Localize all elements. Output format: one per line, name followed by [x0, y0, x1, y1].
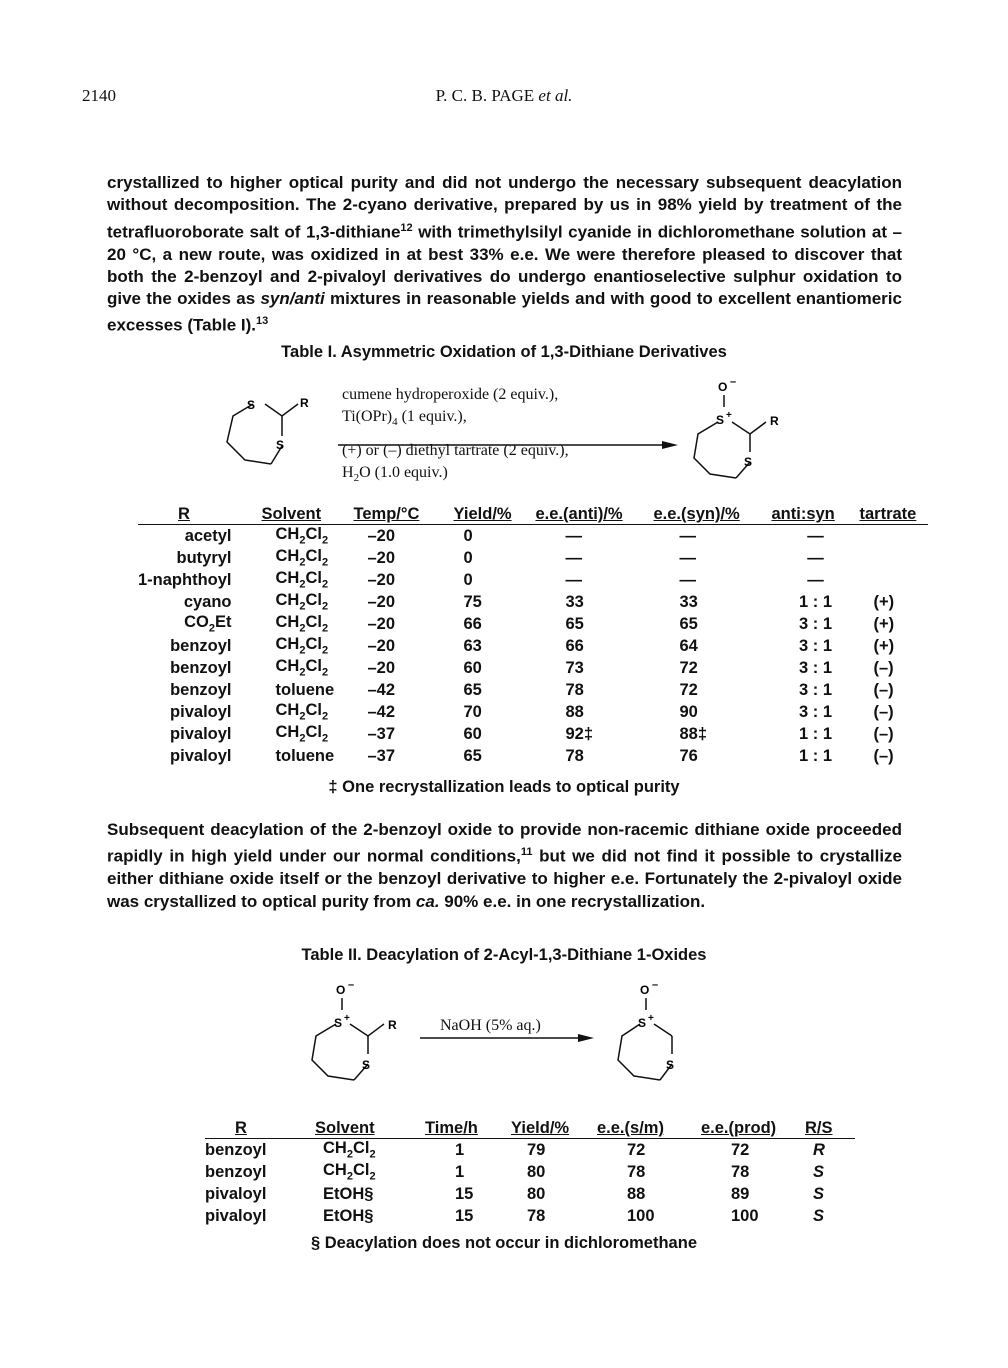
table1-cell: $CH_2Cl_2$ [275, 657, 329, 679]
table2-cell: $CH_2Cl_2$ [323, 1139, 376, 1161]
table1-cell: 1 : 1 [798, 746, 833, 765]
table1-cell: pivaloyl [170, 746, 232, 765]
col2-ee-prod: e.e.(prod) [701, 1119, 777, 1137]
table1-reagents-above: cumene hydroperoxide (2 equiv.), $Ti(OPr)_4$ (1 equiv.), [342, 386, 559, 429]
table1-cell: 78 [565, 680, 584, 699]
table1-cell: — [679, 570, 696, 589]
table2-footnote: § Deacylation does not occur in dichloromethane [311, 1234, 697, 1252]
table1-row [138, 657, 928, 679]
table1-cell: 65 [565, 614, 584, 633]
sm-S-charge: + [344, 1013, 350, 1024]
table1-data [138, 500, 928, 767]
table1-cell: $CH_2Cl_2$ [275, 723, 329, 745]
running-title-etal: et al. [538, 86, 573, 105]
dithiane-reactant-structure [227, 404, 298, 464]
table1-cell: 76 [679, 746, 698, 765]
table1-cell: — [807, 526, 824, 545]
table1-cell: cyano [183, 592, 232, 611]
table1-cell: 1 : 1 [798, 592, 833, 611]
table2-cell: R [813, 1140, 825, 1159]
table2-cell: 72 [627, 1140, 646, 1159]
table1-cell: –42 [367, 680, 396, 699]
table1-cell: 1 : 1 [798, 724, 833, 743]
table1-cell: –20 [367, 658, 396, 677]
prod-S3-label: S [666, 1058, 675, 1072]
table1-cell: 60 [463, 724, 482, 743]
table1-cell: benzoyl [170, 658, 232, 677]
table1-row [138, 745, 928, 767]
table1-cell: –37 [367, 746, 396, 765]
table1-cell: 65 [463, 680, 482, 699]
table2-cell: 80 [527, 1162, 546, 1181]
table1-cell: 88‡ [679, 724, 708, 743]
table1-cell: benzoyl [170, 680, 232, 699]
table1-cell: 88 [565, 702, 584, 721]
table1-cell: $CH_2Cl_2$ [275, 525, 329, 547]
reactant-S3-label: S [276, 438, 285, 452]
table1-cell: $CH_2Cl_2$ [275, 701, 329, 723]
col-anti-syn: anti:syn [771, 505, 835, 523]
table1-row [138, 591, 928, 613]
col-ee-syn: e.e.(syn)/% [653, 505, 740, 523]
table2-cell: 78 [627, 1162, 646, 1181]
table2-cell: EtOH§ [323, 1184, 374, 1203]
table2-row [205, 1161, 855, 1183]
table2-scheme [300, 982, 720, 1092]
table2-caption: Table II. Deacylation of 2-Acyl-1,3-Dithiane 1-Oxides [301, 946, 707, 964]
col-r: R [178, 505, 190, 523]
table1-cell: (+) [873, 636, 895, 655]
table1-cell: 1-naphthoyl [138, 570, 232, 589]
table1-cell: $CH_2Cl_2$ [275, 591, 329, 613]
table2-cell: 79 [527, 1140, 546, 1159]
product-S3-label: S [744, 455, 753, 469]
sm-O-charge: – [348, 982, 355, 991]
table1-cell: (–) [873, 724, 894, 743]
table2-cell: 80 [527, 1184, 546, 1203]
table1-cell: (–) [873, 680, 894, 699]
table2-cell: S [813, 1206, 825, 1225]
product-O-charge: – [730, 378, 737, 388]
table1-cell: butyryl [176, 548, 232, 567]
table1-cell: 72 [679, 658, 698, 677]
table2-row [205, 1139, 855, 1162]
table2-cell: EtOH§ [323, 1206, 374, 1225]
col-yield: Yield/% [453, 505, 512, 523]
running-title [0, 86, 1008, 106]
table1-cell: (–) [873, 702, 894, 721]
table1-cell: –37 [367, 724, 396, 743]
table1-cell: 33 [565, 592, 584, 611]
table1-cell: 72 [679, 680, 698, 699]
product-S1-label: S [716, 413, 725, 427]
col-temp: Temp/°C [353, 505, 420, 523]
table1-reagents-below: (+) or (–) diethyl tartrate (2 equiv.), $H_2O$ (1.0 equiv.) [342, 442, 569, 485]
table1-cell: –20 [367, 614, 396, 633]
table1-cell: — [565, 526, 582, 545]
table1-cell: $CH_2Cl_2$ [275, 635, 329, 657]
table1-cell: — [679, 526, 696, 545]
table1-cell: 3 : 1 [798, 658, 833, 677]
table1-cell: $CH_2Cl_2$ [275, 569, 329, 591]
prod-S-charge: + [648, 1013, 654, 1024]
table2-cell: 72 [731, 1140, 750, 1159]
col2-solvent: Solvent [315, 1119, 375, 1137]
reactant-R-label: R [300, 396, 309, 410]
arrowhead-icon [578, 1034, 594, 1042]
table1-cell: 33 [679, 592, 698, 611]
table1-cell: (–) [873, 746, 894, 765]
table1-cell: pivaloyl [170, 702, 232, 721]
table2-cell: S [813, 1184, 825, 1203]
table1-cell [860, 547, 928, 569]
table2-cell: 78 [731, 1162, 750, 1181]
dithiane-oxide-structure [618, 998, 675, 1080]
table1-cell: — [679, 548, 696, 567]
table1-cell: 75 [463, 592, 482, 611]
table2-cell: pivaloyl [205, 1206, 267, 1225]
table1-cell: 70 [463, 702, 482, 721]
col2-r: R [235, 1119, 247, 1137]
table1-row [138, 569, 928, 591]
table2-cell: pivaloyl [205, 1184, 267, 1203]
table1-cell: –42 [367, 702, 396, 721]
table1-cell: toluene [275, 680, 335, 699]
table1-cell: 90 [679, 702, 698, 721]
running-title-authors: P. C. B. PAGE [435, 86, 535, 105]
table1-cell: (+) [873, 614, 895, 633]
acyl-dithiane-oxide-structure [312, 998, 384, 1080]
table1-cell: 63 [463, 636, 482, 655]
table1-cell: –20 [367, 526, 396, 545]
table1-cell: –20 [367, 636, 396, 655]
table1-cell: 64 [679, 636, 698, 655]
table1-cell: 66 [565, 636, 584, 655]
table1-cell: 0 [463, 548, 473, 567]
page-number: 2140 [82, 86, 116, 105]
col2-time: Time/h [425, 1119, 478, 1137]
product-S-charge: + [726, 410, 732, 421]
table2-cell: 1 [455, 1140, 465, 1159]
table1-cell [860, 525, 928, 548]
col-ee-anti: e.e.(anti)/% [535, 505, 623, 523]
table1-header-row [138, 500, 928, 525]
table2-row [205, 1205, 855, 1227]
table1-row [138, 613, 928, 635]
table2-cell: 88 [627, 1184, 646, 1203]
table2-row [205, 1183, 855, 1205]
table2-cell: 1 [455, 1162, 465, 1181]
table1-row [138, 679, 928, 701]
table2-cell: 15 [455, 1184, 474, 1203]
table2-cell: 78 [527, 1206, 546, 1225]
table1-row [138, 635, 928, 657]
table1-cell: — [565, 570, 582, 589]
table1-cell: 65 [463, 746, 482, 765]
table1-cell: 66 [463, 614, 482, 633]
col-solvent: Solvent [261, 505, 322, 523]
table1-caption: Table I. Asymmetric Oxidation of 1,3-Dithiane Derivatives [281, 343, 727, 361]
table1-cell: acetyl [184, 526, 232, 545]
table1-row [138, 723, 928, 745]
paragraph-deacylation: Subsequent deacylation of the 2-benzoyl oxide to provide non-racemic dithiane oxide proceeded rapidly in high yield under our normal conditions,$^{11}$ but we did not find it possible to crystallize either dithiane oxide itself or the benzoyl derivative to higher e.e. Fortunately the 2-pivaloyl oxide was crystallized to optical purity from ca. 90% e.e. in one recrystallization. [107, 820, 902, 911]
table1-cell: — [807, 570, 824, 589]
table1-cell: $CO_2Et$ [184, 613, 232, 635]
sm-S3-label: S [362, 1058, 371, 1072]
sm-O-label: O [336, 983, 346, 997]
table1-cell: 65 [679, 614, 698, 633]
table1-row [138, 525, 928, 548]
table1-cell: –20 [367, 570, 396, 589]
table1-row [138, 701, 928, 723]
prod-S1-label: S [638, 1016, 647, 1030]
table1-cell: 3 : 1 [798, 680, 833, 699]
table2-cell: benzoyl [205, 1140, 267, 1159]
table1-cell: 0 [463, 570, 473, 589]
table2-data [205, 1114, 855, 1227]
col2-ee-sm: e.e.(s/m) [597, 1119, 664, 1137]
table1-cell [860, 569, 928, 591]
table1-cell: 3 : 1 [798, 702, 833, 721]
table2-cell: 100 [627, 1206, 655, 1225]
table1-cell: — [807, 548, 824, 567]
arrowhead-icon [662, 441, 678, 449]
table2-reagent: NaOH (5% aq.) [440, 1017, 541, 1034]
col-tartrate: tartrate [859, 505, 917, 523]
table2-cell: $CH_2Cl_2$ [323, 1161, 376, 1183]
table1-cell: (+) [873, 592, 895, 611]
table1-cell: — [565, 548, 582, 567]
table1-cell: 3 : 1 [798, 636, 833, 655]
product-O-label: O [718, 380, 728, 394]
table1-row [138, 547, 928, 569]
sm-R-label: R [388, 1018, 397, 1032]
table1-cell: –20 [367, 592, 396, 611]
prod-O-charge: – [652, 982, 659, 991]
reactant-S1-label: S [247, 398, 256, 412]
col2-yield: Yield/% [511, 1119, 570, 1137]
table1-cell: toluene [275, 746, 335, 765]
table2-cell: 89 [731, 1184, 750, 1203]
table1-cell: 0 [463, 526, 473, 545]
table1-cell: (–) [873, 658, 894, 677]
sm-S1-label: S [334, 1016, 343, 1030]
table2-cell: benzoyl [205, 1162, 267, 1181]
paragraph-intro: crystallized to higher optical purity and did not undergo the necessary subsequent deacylation without decomposition. The 2-cyano derivative, prepared by us in 98% yield by treatment of the tetrafluoroborate salt of 1,3-dithiane$^{12}$ with trimethylsilyl cyanide in dichloromethane solution at –20 °C, a new route, was oxidized in at best 33% e.e. We were therefore pleased to discover that both the 2-benzoyl and 2-pivaloyl derivatives do undergo enantioselective sulphur oxidation to give the oxides as syn/anti mixtures in reasonable yields and with good to excellent enantiomeric excesses (Table I).$^{13}$ [107, 173, 902, 336]
table1-cell: 3 : 1 [798, 614, 833, 633]
table2-cell: S [813, 1162, 825, 1181]
table1-cell: $CH_2Cl_2$ [275, 547, 329, 569]
table1-cell: $CH_2Cl_2$ [275, 613, 329, 635]
table1-cell: 73 [565, 658, 584, 677]
table1-footnote: ‡ One recrystallization leads to optical purity [328, 778, 680, 796]
product-R-label: R [770, 414, 779, 428]
prod-O-label: O [640, 983, 650, 997]
col2-rs: R/S [805, 1119, 833, 1137]
table1-cell: –20 [367, 548, 396, 567]
table1-cell: pivaloyl [170, 724, 232, 743]
dithiane-oxide-product-structure [694, 395, 766, 478]
table1-cell: benzoyl [170, 636, 232, 655]
table2-cell: 100 [731, 1206, 759, 1225]
table2-cell: 15 [455, 1206, 474, 1225]
table2-header-row [205, 1114, 855, 1139]
table1-cell: 78 [565, 746, 584, 765]
table1-cell: 92‡ [565, 724, 594, 743]
table1-cell: 60 [463, 658, 482, 677]
